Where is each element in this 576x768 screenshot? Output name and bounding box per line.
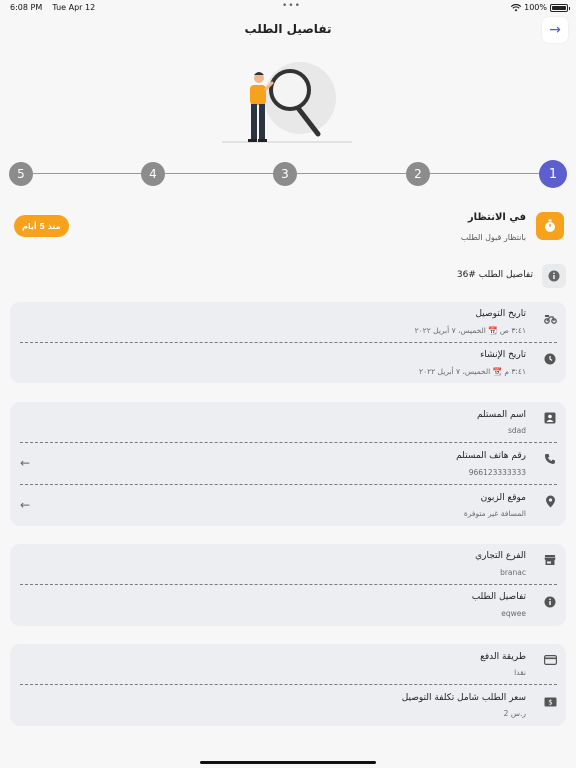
order-number-row	[10, 264, 566, 288]
stopwatch-icon	[536, 212, 564, 240]
search-illustration	[222, 58, 354, 146]
step-2: 2	[406, 162, 430, 186]
delivery-date-label: تاريخ التوصيل	[475, 309, 526, 319]
step-5: 5	[9, 162, 33, 186]
branch-label: الفرع التجاري	[475, 551, 526, 561]
status-bar	[0, 0, 576, 14]
step-4: 4	[141, 162, 165, 186]
info-icon	[542, 264, 566, 288]
recipient-name-label: اسم المستلم	[476, 410, 526, 420]
recipient-name-value: sdad	[507, 426, 526, 435]
dates-card	[10, 302, 566, 383]
customer-location-label: موقع الزبون	[480, 493, 526, 503]
order-details-value: eqwee	[501, 609, 526, 618]
clock-icon	[543, 352, 557, 366]
back-arrow-icon: →	[549, 22, 561, 38]
order-number-label: تفاصيل الطلب #36	[456, 270, 533, 280]
status-time: 6:08 PM Tue Apr 12	[10, 3, 96, 12]
credit-card-icon	[543, 653, 557, 667]
scooter-icon	[543, 311, 557, 325]
branch-value: branac	[500, 568, 526, 577]
order-details-label: تفاصيل الطلب	[471, 592, 526, 602]
recipient-phone-label: رقم هاتف المستلم	[456, 451, 526, 461]
price-label: سعر الطلب شامل تكلفة التوصيل	[401, 693, 526, 703]
divider	[20, 442, 557, 443]
multitasking-dots[interactable]: •••	[282, 1, 301, 11]
step-connector	[33, 173, 142, 174]
step-connector	[297, 173, 406, 174]
divider	[20, 584, 557, 585]
arrow-left-icon[interactable]: ←	[20, 498, 31, 512]
branch-card	[10, 544, 566, 626]
payment-method-value: نقدا	[514, 668, 526, 677]
page-title: تفاصيل الطلب	[244, 22, 332, 36]
status-subtitle: بانتظار قبول الطلب	[460, 233, 526, 242]
wifi-icon	[511, 4, 521, 12]
cash-icon	[543, 695, 557, 709]
step-connector	[430, 173, 539, 174]
svg-text:$: $	[547, 698, 553, 707]
created-date-value: ٣:٤١ م 📆 الخميس، ٧ أبريل ٢٠٢٢	[419, 367, 526, 376]
home-indicator[interactable]	[200, 761, 376, 764]
status-right	[511, 3, 568, 12]
battery-percent: 100%	[524, 3, 547, 12]
recipient-phone-value: 966123333333	[468, 468, 526, 477]
payment-method-label: طريقة الدفع	[480, 652, 526, 662]
contact-card-icon	[543, 411, 557, 425]
progress-stepper	[9, 160, 567, 188]
divider	[20, 684, 557, 685]
step-3: 3	[273, 162, 297, 186]
payment-card	[10, 644, 566, 726]
step-connector	[165, 173, 274, 174]
divider	[20, 484, 557, 485]
arrow-left-icon[interactable]: ←	[20, 456, 31, 470]
step-1: 1	[539, 160, 567, 188]
price-value: 2 ر.س	[503, 709, 526, 718]
status-title: في الانتظار	[467, 212, 526, 223]
back-button[interactable]	[542, 17, 568, 43]
elapsed-badge: منذ 5 أيام	[14, 215, 69, 237]
location-pin-icon	[543, 494, 557, 508]
delivery-date-value: ٣:٤١ ص 📆 الخميس، ٧ أبريل ٢٠٢٢	[414, 326, 526, 335]
created-date-label: تاريخ الإنشاء	[480, 350, 526, 360]
battery-icon	[550, 4, 568, 12]
phone-icon	[543, 452, 557, 466]
order-status	[12, 212, 564, 246]
recipient-card	[10, 402, 566, 526]
divider	[20, 342, 557, 343]
customer-location-value: المسافة غير متوفرة	[463, 509, 526, 518]
store-icon	[543, 553, 557, 567]
info-icon	[543, 595, 557, 609]
